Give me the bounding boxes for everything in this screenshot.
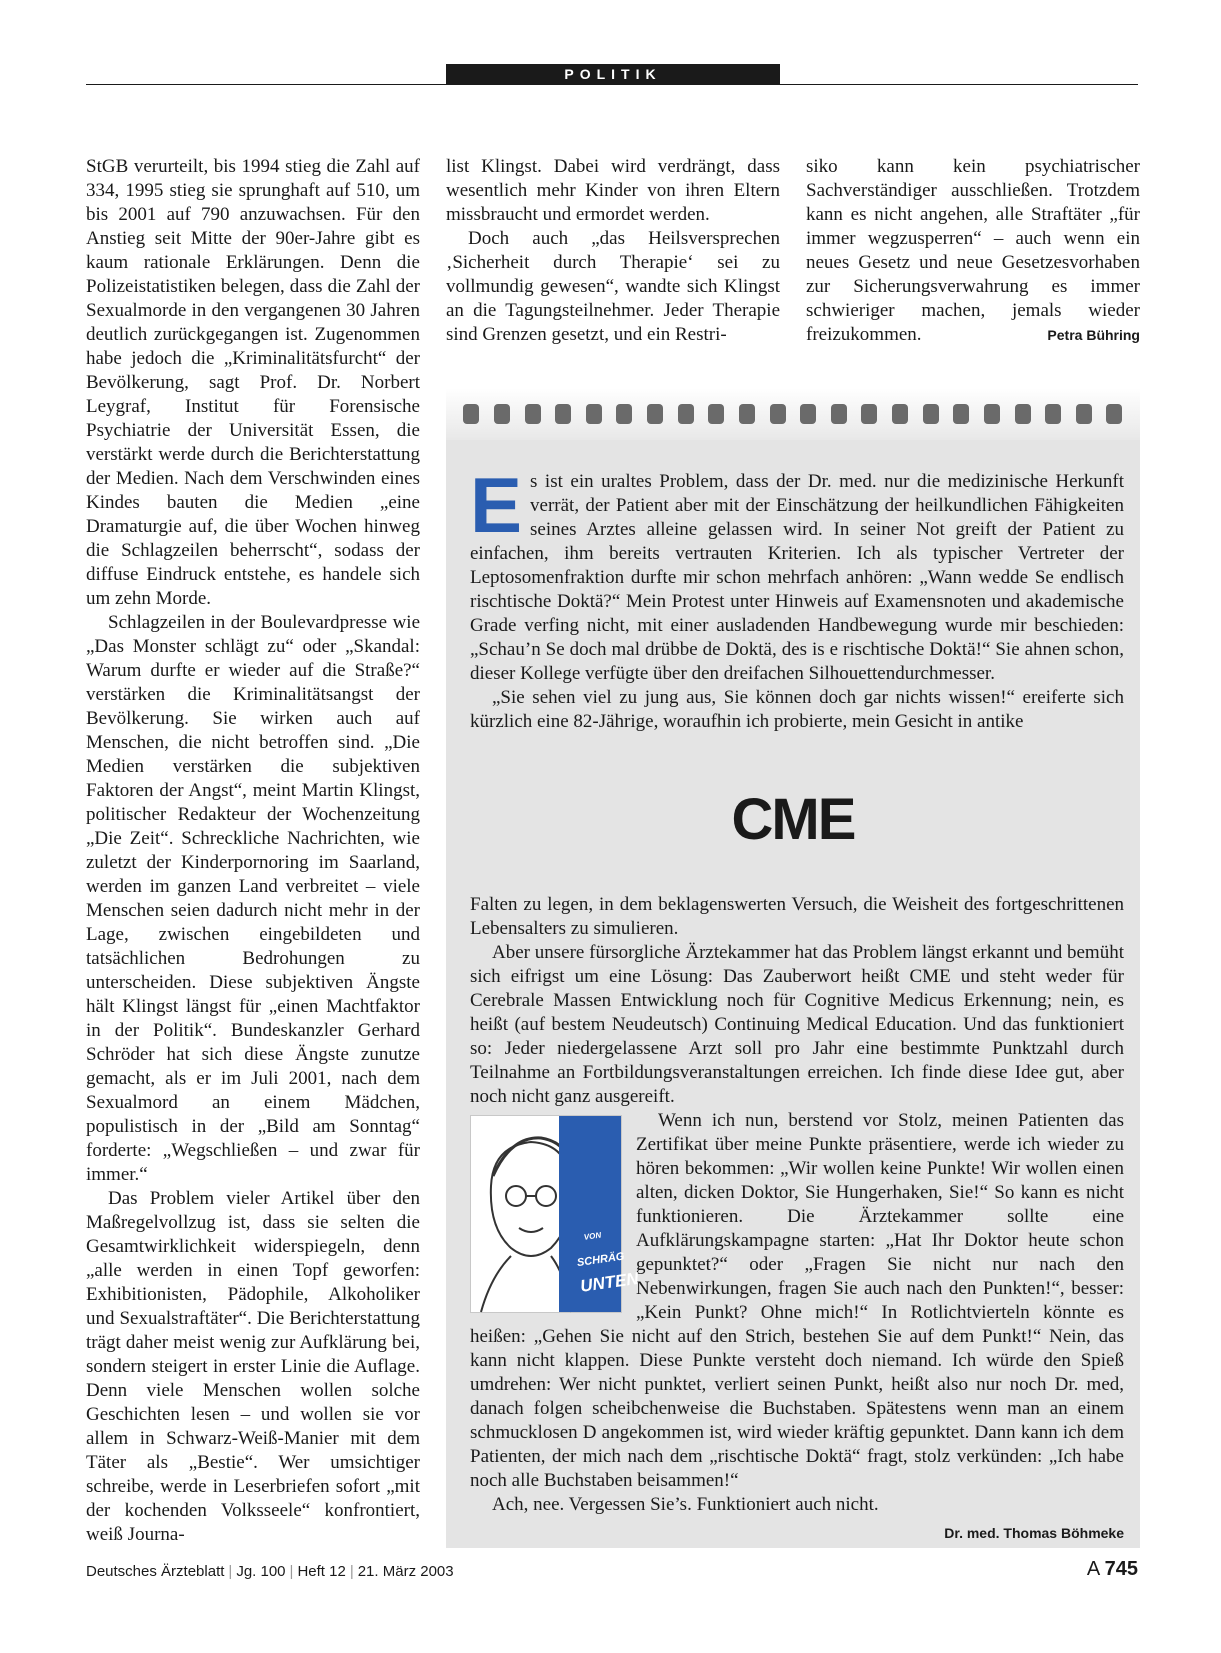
gloss-paragraph xyxy=(470,1109,1124,1493)
portrait-tag-line1: VON xyxy=(583,1230,602,1242)
gloss-author: Dr. med. Thomas Böhmeke xyxy=(944,1525,1124,1541)
footer-journal: Deutsches Ärzteblatt xyxy=(86,1563,225,1580)
film-strip-icon xyxy=(446,388,1140,440)
gloss-paragraph: „Sie sehen viel zu jung aus, Sie können doch gar nichts wissen!“ ereiferte sich kürzlich eine 82-Jährige, woraufhin ich probierte, mein Gesicht in antike xyxy=(470,687,1124,732)
page-number xyxy=(1087,1558,1138,1581)
gloss-text-top xyxy=(470,461,1124,734)
gloss-box xyxy=(446,388,1140,1548)
gloss-paragraph xyxy=(470,461,1124,686)
portrait-tag-line3: UNTEN xyxy=(579,1268,640,1296)
author-portrait-icon xyxy=(470,1115,640,1313)
article-paragraph xyxy=(806,155,1140,347)
footer-citation: Deutsches Ärzteblatt | Jg. 100 | Heft 12 | 21. März 2003 xyxy=(86,1563,454,1580)
article-paragraph: list Klingst. Dabei wird verdrängt, dass wesentlich mehr Kinder von ihren Eltern missbraucht und ermordet werden. xyxy=(446,156,780,225)
gloss-paragraph: Falten zu legen, in dem beklagenswerten Versuch, die Weisheit des fortgeschrittenen Lebensalters zu simulieren. xyxy=(470,894,1124,939)
article-column-3 xyxy=(806,155,1140,347)
portrait-tag-line2: SCHRÄG xyxy=(576,1250,626,1270)
article-paragraph: StGB verurteilt, bis 1994 stieg die Zahl auf 334, 1995 stieg sie sprunghaft auf 510, um bis 2001 auf 790 anzuwachsen. Für den Anstieg seit Mitte der 90er-Jahre gibt es kaum rationale Erklärungen. Denn die Polizeistatistiken belegen, dass die Zahl der Sexualmorde in den vergangenen 30 Jahren deutlich zurückgegangen ist. Zugenommen habe jedoch die „Kriminalitätsfurcht“ der Bevölkerung, sagt Prof. Dr. Norbert Leygraf, Institut für Forensische Psychiatrie der Universität Essen, die verstärkt werde durch die Berichterstattung der Medien. Nach dem Verschwinden eines Kindes bauten die Medien „eine Dramaturgie auf, die über Wochen hinweg die Schlagzeilen beherrscht“, sodass der diffuse Eindruck entstehe, es handele sich um zehn Morde. xyxy=(86,156,420,609)
gloss-paragraph: Aber unsere fürsorgliche Ärztekammer hat das Problem längst erkannt und bemüht sich eifrigst um eine Lösung: Das Zauberwort heißt CME und steht weder für Cerebrale Massen Entwicklung noch für Cognitive Medicus Erkennung; nein, es heißt (auf bestem Neudeutsch) Continuing Medical Education. Und das funktioniert so: Jeder niedergelassene Arzt soll pro Jahr eine bestimmte Punktzahl durch Teilnahme an Fortbildungsveranstaltungen erreichen. Ich finde diese Idee gut, aber noch nicht ganz ausgereift. xyxy=(470,942,1124,1107)
footer-date: 21. März 2003 xyxy=(357,1563,454,1580)
gloss-paragraph: Ach, nee. Vergessen Sie’s. Funktioniert auch nicht. xyxy=(492,1494,879,1515)
gloss-paragraph-text: Wenn ich nun, berstend vor Stolz, meinen Patienten das Zertifikat über meine Punkte präsentiere, werde ich wieder zu hören bekommen: „Wir wollen keine Punkte! Wir wollen einen alten, dicken Doktor, Sie Hungerhaken, Sie!“ So kann es nicht funktionieren. Die Ärztekammer sollte eine Aufklärungskampagne starten: „Hat Ihr Doktor heute schon gepunktet?“ oder „Fragen Sie nicht nur nach den Nebenwirkungen, fragen Sie auch nach den Punkten!“, besser: „Kein Punkt? Ohne mich!“ In Rotlichtvierteln könnte es heißen: „Gehen Sie nicht auf den Strich, bestehen Sie auf dem Punkt!“ Nein, das kann nicht klappen. Diese Punkte versteht doch niemand. Ich würde den Spieß umdrehen: Wer nicht punktet, verliert seinen Punkt, heißt also nur noch Dr. med, danach folgen scheibchenweise die Buchstaben. Spätestens wenn man an einem schmucklosen D angekommen ist, wird wieder kräftig gepunktet. Dann kann ich dem Patienten, der mich nach dem „rischtische Doktä“ fragt, stolz verkünden: „Ich habe noch alle Buchstaben beisammen!“ xyxy=(470,1110,1124,1491)
gloss-text-bottom xyxy=(470,893,1124,1545)
gloss-paragraph-text: s ist ein uraltes Problem, dass der Dr. med. nur die medizinische Herkunft verrät, der Patient aber mit der Einschätzung der heilkundlichen Fähigkeiten seines Arztes alleine gelassen wird. In seiner Not greift der Patient zu einfachen, ihm bereits vertrauten Kriterien. Ich als typischer Vertreter der Leptosomenfraktion durfte mir schon mehrfach anhören: „Wann wedde Se endlisch rischtische Doktä?“ Mein Protest unter Hinweis auf Examensnoten und akademische Grade verfing nicht, mit einer ausladenden Handbewegung wurde mir beschieden: „Schau’n Se doch mal drübbe de Doktä, des is e rischtische Doktä!“ Sie ahnen schon, dieser Kollege verfügte über den dreifachen Silhouettendurchmesser. xyxy=(470,471,1124,684)
article-author: Petra Bühring xyxy=(1047,327,1140,343)
footer-volume: Jg. 100 xyxy=(236,1563,286,1580)
page-number-value: 745 xyxy=(1104,1558,1138,1580)
article-paragraph: Doch auch „das Heilsversprechen ‚Sicherheit durch Therapie‘ sei zu vollmundig gewesen“, wandte sich Klingst an die Tagungsteilnehmer. Jeder Therapie sind Grenzen gesetzt, und ein Restri- xyxy=(446,228,780,345)
article-paragraph: Schlagzeilen in der Boulevardpresse wie „Das Monster schlägt zu“ oder „Skandal: Warum durfte er wieder auf die Straße?“ verstärken die Kriminalitätsangst der Bevölkerung. Sie wirken auch auf Menschen, die nicht betroffen sind. „Die Medien verstärken die subjektiven Faktoren der Angst“, meint Martin Klingst, politischer Redakteur der Wochenzeitung „Die Zeit“. Schreckliche Nachrichten, wie zuletzt der Kinderpornoring im Saarland, werden im ganzen Land verbreitet – viele Menschen seien dadurch nicht mehr in der Lage, zwischen eingebildeten und tatsächlichen Bedrohungen zu unterscheiden. Diese subjektiven Ängste hält Klingst längst für „einen Machtfaktor in der Politik“. Bundeskanzler Gerhard Schröder hat sich diese Ängste zunutze gemacht, als er im Juli 2001, nach dem Sexualmord an einem Mädchen, populistisch in der „Bild am Sonntag“ forderte: „Wegschließen – und zwar für immer.“ xyxy=(86,612,420,1185)
article-paragraph: Das Problem vieler Artikel über den Maßregelvollzug ist, dass sie selten die Gesamtwirklichkeit widerspiegeln, denn „alle werden in einen Topf geworfen: Exhibitionisten, Pädophile, Alkoholiker und Sexualstraftäter“. Die Berichterstattung trägt daher meist wenig zur Aufklärung bei, sondern steigert in erster Linie die Auflage. Denn viele Menschen wollen solche Geschichten lesen – und wollen sie vor allem in Schwarz-Weiß-Manier mit dem Täter als „Bestie“. Wer umsichtiger schreibe, werde in Leserbriefen sofort „mit der kochenden Volksseele“ konfrontiert, weiß Journa- xyxy=(86,1188,420,1545)
section-label: POLITIK xyxy=(446,64,780,85)
gloss-title: CME xyxy=(731,787,855,852)
article-paragraph-text: siko kann kein psychiatrischer Sachverständiger ausschließen. Trotzdem kann es nicht angehen, alle Straftäter „für immer wegzusperren“ – auch wenn ein neues Gesetz und neue Gesetzesvorhaben zur Sicherungsverwahrung es immer schwieriger machen, jemals wieder freizukommen. xyxy=(806,156,1140,345)
dropcap: E xyxy=(470,461,523,549)
article-column-1 xyxy=(86,155,420,1547)
footer-issue: Heft 12 xyxy=(297,1563,346,1580)
page-prefix: A xyxy=(1086,1558,1100,1580)
article-column-2 xyxy=(446,155,780,347)
